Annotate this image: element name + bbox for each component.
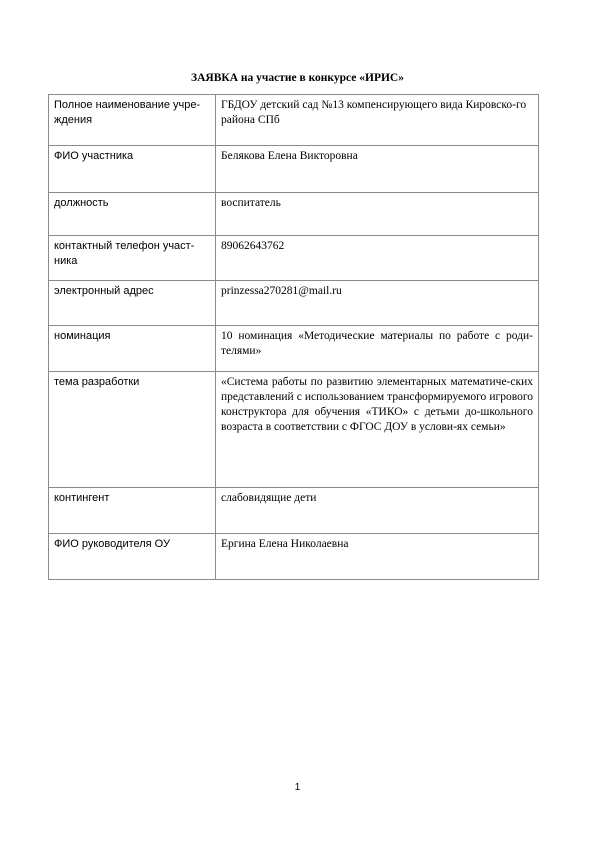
row-label-participant-name: ФИО участника bbox=[49, 146, 216, 193]
row-label-contingent: контингент bbox=[49, 488, 216, 534]
table-row bbox=[49, 534, 539, 580]
row-value-position: воспитатель bbox=[216, 193, 539, 236]
row-value-nomination: 10 номинация «Методические материалы по работе с роди-телями» bbox=[216, 326, 539, 372]
table-row bbox=[49, 236, 539, 281]
row-value-head-name: Ергина Елена Николаевна bbox=[216, 534, 539, 580]
row-label-phone: контактный телефон участ-ника bbox=[49, 236, 216, 281]
row-label-position: должность bbox=[49, 193, 216, 236]
row-label-head-name: ФИО руководителя ОУ bbox=[49, 534, 216, 580]
table-row bbox=[49, 326, 539, 372]
table-row bbox=[49, 193, 539, 236]
row-value-institution: ГБДОУ детский сад №13 компенсирующего вида Кировско-го района СПб bbox=[216, 95, 539, 146]
row-value-contingent: слабовидящие дети bbox=[216, 488, 539, 534]
row-value-topic: «Система работы по развитию элементарных математиче-ских представлений с использованием трансформируемого игрового конструктора для обучения «ТИКО» с детьми до-школьного возраста в соответствии с ФГОС ДОУ в услови-ях семьи» bbox=[216, 372, 539, 488]
table-row bbox=[49, 488, 539, 534]
table-row bbox=[49, 372, 539, 488]
table-row bbox=[49, 281, 539, 326]
table-row bbox=[49, 95, 539, 146]
row-label-nomination: номинация bbox=[49, 326, 216, 372]
application-form-table bbox=[48, 94, 539, 580]
row-value-phone: 89062643762 bbox=[216, 236, 539, 281]
document-title: ЗАЯВКА на участие в конкурсе «ИРИС» bbox=[191, 72, 404, 84]
row-label-institution: Полное наименование учре-ждения bbox=[49, 95, 216, 146]
row-value-email: prinzessa270281@mail.ru bbox=[216, 281, 539, 326]
row-value-participant-name: Белякова Елена Викторовна bbox=[216, 146, 539, 193]
row-label-email: электронный адрес bbox=[49, 281, 216, 326]
table-row bbox=[49, 146, 539, 193]
row-label-topic: тема разработки bbox=[49, 372, 216, 488]
page-number: 1 bbox=[294, 782, 301, 793]
